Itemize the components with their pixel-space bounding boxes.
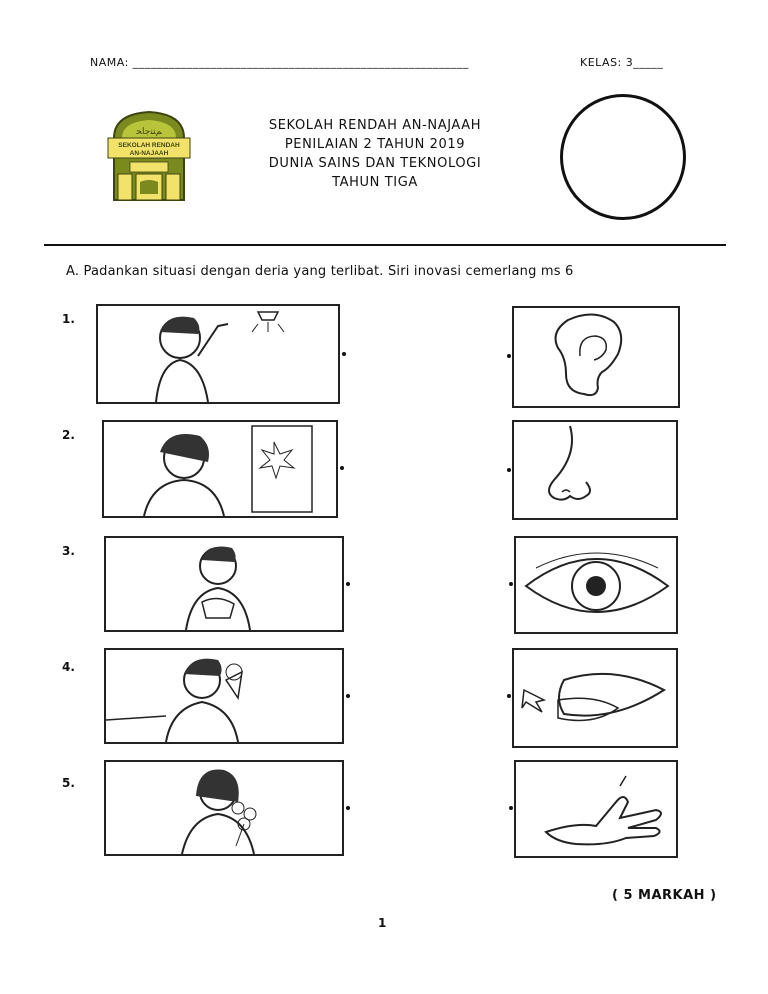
hand-icon: [516, 762, 676, 856]
match-dot-left-4: [346, 694, 350, 698]
match-dot-right-1: [507, 354, 511, 358]
year-title: TAHUN TIGA: [332, 175, 418, 190]
tongue-icon: [514, 650, 676, 746]
assessment-title: PENILAIAN 2 TAHUN 2019: [284, 137, 466, 152]
situation-picture-3: [104, 536, 344, 632]
item-number-1: 1.: [62, 312, 75, 326]
nose-picture: [512, 420, 678, 520]
nama-label: NAMA: ________________________________________________________: [90, 56, 469, 69]
nose-icon: [514, 422, 676, 518]
subject-title: DUNIA SAINS DAN TEKNOLOGI: [268, 156, 482, 171]
tongue-picture: [512, 648, 678, 748]
match-dot-right-4: [507, 694, 511, 698]
match-dot-left-3: [346, 582, 350, 586]
situation-picture-1: [96, 304, 340, 404]
ear-icon: [514, 308, 678, 406]
logo-text-2: AN-NAJAAH: [129, 150, 169, 157]
kelas-label: KELAS: 3_____: [580, 56, 664, 69]
situation-picture-5: [104, 760, 344, 856]
item-number-3: 3.: [62, 544, 75, 558]
match-dot-right-2: [507, 468, 511, 472]
situation-picture-4: [104, 648, 344, 744]
school-name: SEKOLAH RENDAH AN-NAJAAH: [268, 118, 482, 133]
item-number-4: 4.: [62, 660, 75, 674]
match-dot-left-1: [342, 352, 346, 356]
match-dot-right-5: [509, 806, 513, 810]
page-number: 1: [378, 916, 387, 930]
item-number-5: 5.: [62, 776, 75, 790]
hand-picture: [514, 760, 678, 858]
match-dot-right-3: [509, 582, 513, 586]
question-text: A. Padankan situasi dengan deria yang terlibat. Siri inovasi cemerlang ms 6: [66, 264, 574, 279]
eye-picture: [514, 536, 678, 634]
school-logo: [104, 108, 194, 202]
eye-icon: [516, 538, 676, 632]
score-circle: [560, 94, 686, 220]
logo-text-1: SEKOLAH RENDAH: [118, 142, 180, 149]
ear-picture: [512, 306, 680, 408]
total-marks: ( 5 MARKAH ): [612, 888, 717, 903]
divider: [44, 244, 726, 246]
school-title: [230, 116, 520, 192]
item-number-2: 2.: [62, 428, 75, 442]
match-dot-left-5: [346, 806, 350, 810]
match-dot-left-2: [340, 466, 344, 470]
svg-text:ﻢﺘﻨﺟﺎﺤ: ﻢﺘﻨﺟﺎﺤ: [136, 127, 162, 137]
situation-picture-2: [102, 420, 338, 518]
